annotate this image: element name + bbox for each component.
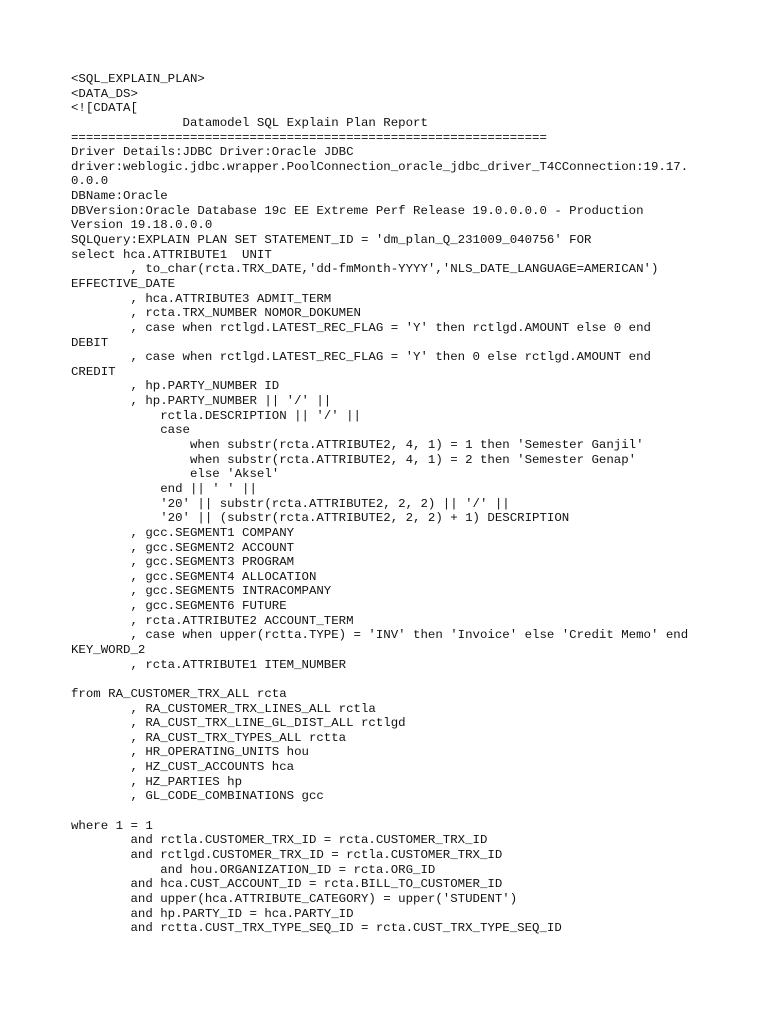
sql-line: , GL_CODE_COMBINATIONS gcc <box>71 789 324 804</box>
sql-line: , gcc.SEGMENT5 INTRACOMPANY <box>71 584 332 599</box>
db-version-cont: Version 19.18.0.0.0 <box>71 218 213 233</box>
cdata-open: <![CDATA[ <box>71 101 138 116</box>
db-version: DBVersion:Oracle Database 19c EE Extreme Perf Release 19.0.0.0.0 - Production <box>71 203 644 218</box>
sql-line: when substr(rcta.ATTRIBUTE2, 4, 1) = 2 then 'Semester Genap' <box>71 452 637 467</box>
sql-line: , to_char(rcta.TRX_DATE,'dd-fmMonth-YYYY','NLS_DATE_LANGUAGE=AMERICAN') <box>71 262 659 277</box>
sql-line: and rctta.CUST_TRX_TYPE_SEQ_ID = rcta.CUST_TRX_TYPE_SEQ_ID <box>71 921 562 936</box>
document-page <box>71 72 711 936</box>
sql-line: '20' || (substr(rcta.ATTRIBUTE2, 2, 2) + 1) DESCRIPTION <box>71 511 570 526</box>
sql-line: and rctla.CUSTOMER_TRX_ID = rcta.CUSTOMER_TRX_ID <box>71 833 488 848</box>
title-separator: ================================================================ <box>71 130 547 145</box>
sql-line: CREDIT <box>71 364 116 379</box>
sql-line: , RA_CUST_TRX_LINE_GL_DIST_ALL rctlgd <box>71 716 406 731</box>
sql-query-header: SQLQuery:EXPLAIN PLAN SET STATEMENT_ID = 'dm_plan_Q_231009_040756' FOR <box>71 233 592 248</box>
sql-line: , case when upper(rctta.TYPE) = 'INV' then 'Invoice' else 'Credit Memo' end <box>71 628 689 643</box>
sql-line: and hou.ORGANIZATION_ID = rcta.ORG_ID <box>71 862 436 877</box>
sql-line: DEBIT <box>71 335 109 350</box>
sql-line: else 'Aksel' <box>71 467 280 482</box>
sql-line: , gcc.SEGMENT3 PROGRAM <box>71 555 295 570</box>
sql-line: and rctlgd.CUSTOMER_TRX_ID = rctla.CUSTOMER_TRX_ID <box>71 847 503 862</box>
sql-line: , hp.PARTY_NUMBER || '/' || <box>71 394 332 409</box>
sql-line: from RA_CUSTOMER_TRX_ALL rcta <box>71 686 287 701</box>
sql-line: where 1 = 1 <box>71 818 153 833</box>
sql-line: , case when rctlgd.LATEST_REC_FLAG = 'Y' then 0 else rctlgd.AMOUNT end <box>71 350 651 365</box>
driver-class-cont: 0.0.0 <box>71 174 109 189</box>
sql-line: , gcc.SEGMENT6 FUTURE <box>71 599 287 614</box>
sql-line: '20' || substr(rcta.ATTRIBUTE2, 2, 2) || '/' || <box>71 496 510 511</box>
sql-line: , HZ_PARTIES hp <box>71 774 243 789</box>
driver-details: Driver Details:JDBC Driver:Oracle JDBC <box>71 145 354 160</box>
sql-line: , HR_OPERATING_UNITS hou <box>71 745 309 760</box>
report-title: Datamodel SQL Explain Plan Report <box>71 115 428 130</box>
driver-class: driver:weblogic.jdbc.wrapper.PoolConnection_oracle_jdbc_driver_T4CConnection:19.17. <box>71 159 689 174</box>
sql-line: EFFECTIVE_DATE <box>71 276 176 291</box>
blank-line <box>71 804 711 819</box>
blank-line <box>71 672 711 687</box>
sql-line: , rcta.ATTRIBUTE2 ACCOUNT_TERM <box>71 613 354 628</box>
data-ds-tag: <DATA_DS> <box>71 86 138 101</box>
db-name: DBName:Oracle <box>71 189 168 204</box>
sql-line: , gcc.SEGMENT4 ALLOCATION <box>71 569 317 584</box>
sql-line: , RA_CUSTOMER_TRX_LINES_ALL rctla <box>71 701 376 716</box>
sql-line: , hp.PARTY_NUMBER ID <box>71 379 280 394</box>
sql-line: , gcc.SEGMENT1 COMPANY <box>71 525 295 540</box>
sql-line: , case when rctlgd.LATEST_REC_FLAG = 'Y' then rctlgd.AMOUNT else 0 end <box>71 320 651 335</box>
sql-line: KEY_WORD_2 <box>71 642 146 657</box>
xml-open-tag: <SQL_EXPLAIN_PLAN> <box>71 72 205 86</box>
sql-line: , RA_CUST_TRX_TYPES_ALL rctta <box>71 730 347 745</box>
sql-line: rctla.DESCRIPTION || '/' || <box>71 408 361 423</box>
sql-line: , rcta.TRX_NUMBER NOMOR_DOKUMEN <box>71 306 361 321</box>
sql-line: when substr(rcta.ATTRIBUTE2, 4, 1) = 1 then 'Semester Ganjil' <box>71 438 644 453</box>
sql-line: and hp.PARTY_ID = hca.PARTY_ID <box>71 906 354 921</box>
sql-line: and hca.CUST_ACCOUNT_ID = rcta.BILL_TO_CUSTOMER_ID <box>71 877 503 892</box>
sql-line: end || ' ' || <box>71 481 257 496</box>
sql-line: , gcc.SEGMENT2 ACCOUNT <box>71 540 295 555</box>
sql-line: and upper(hca.ATTRIBUTE_CATEGORY) = upper('STUDENT') <box>71 891 518 906</box>
sql-line: , rcta.ATTRIBUTE1 ITEM_NUMBER <box>71 657 347 672</box>
sql-line: case <box>71 423 190 438</box>
sql-line: , HZ_CUST_ACCOUNTS hca <box>71 760 295 775</box>
sql-line: , hca.ATTRIBUTE3 ADMIT_TERM <box>71 291 332 306</box>
sql-line: select hca.ATTRIBUTE1 UNIT <box>71 247 272 262</box>
